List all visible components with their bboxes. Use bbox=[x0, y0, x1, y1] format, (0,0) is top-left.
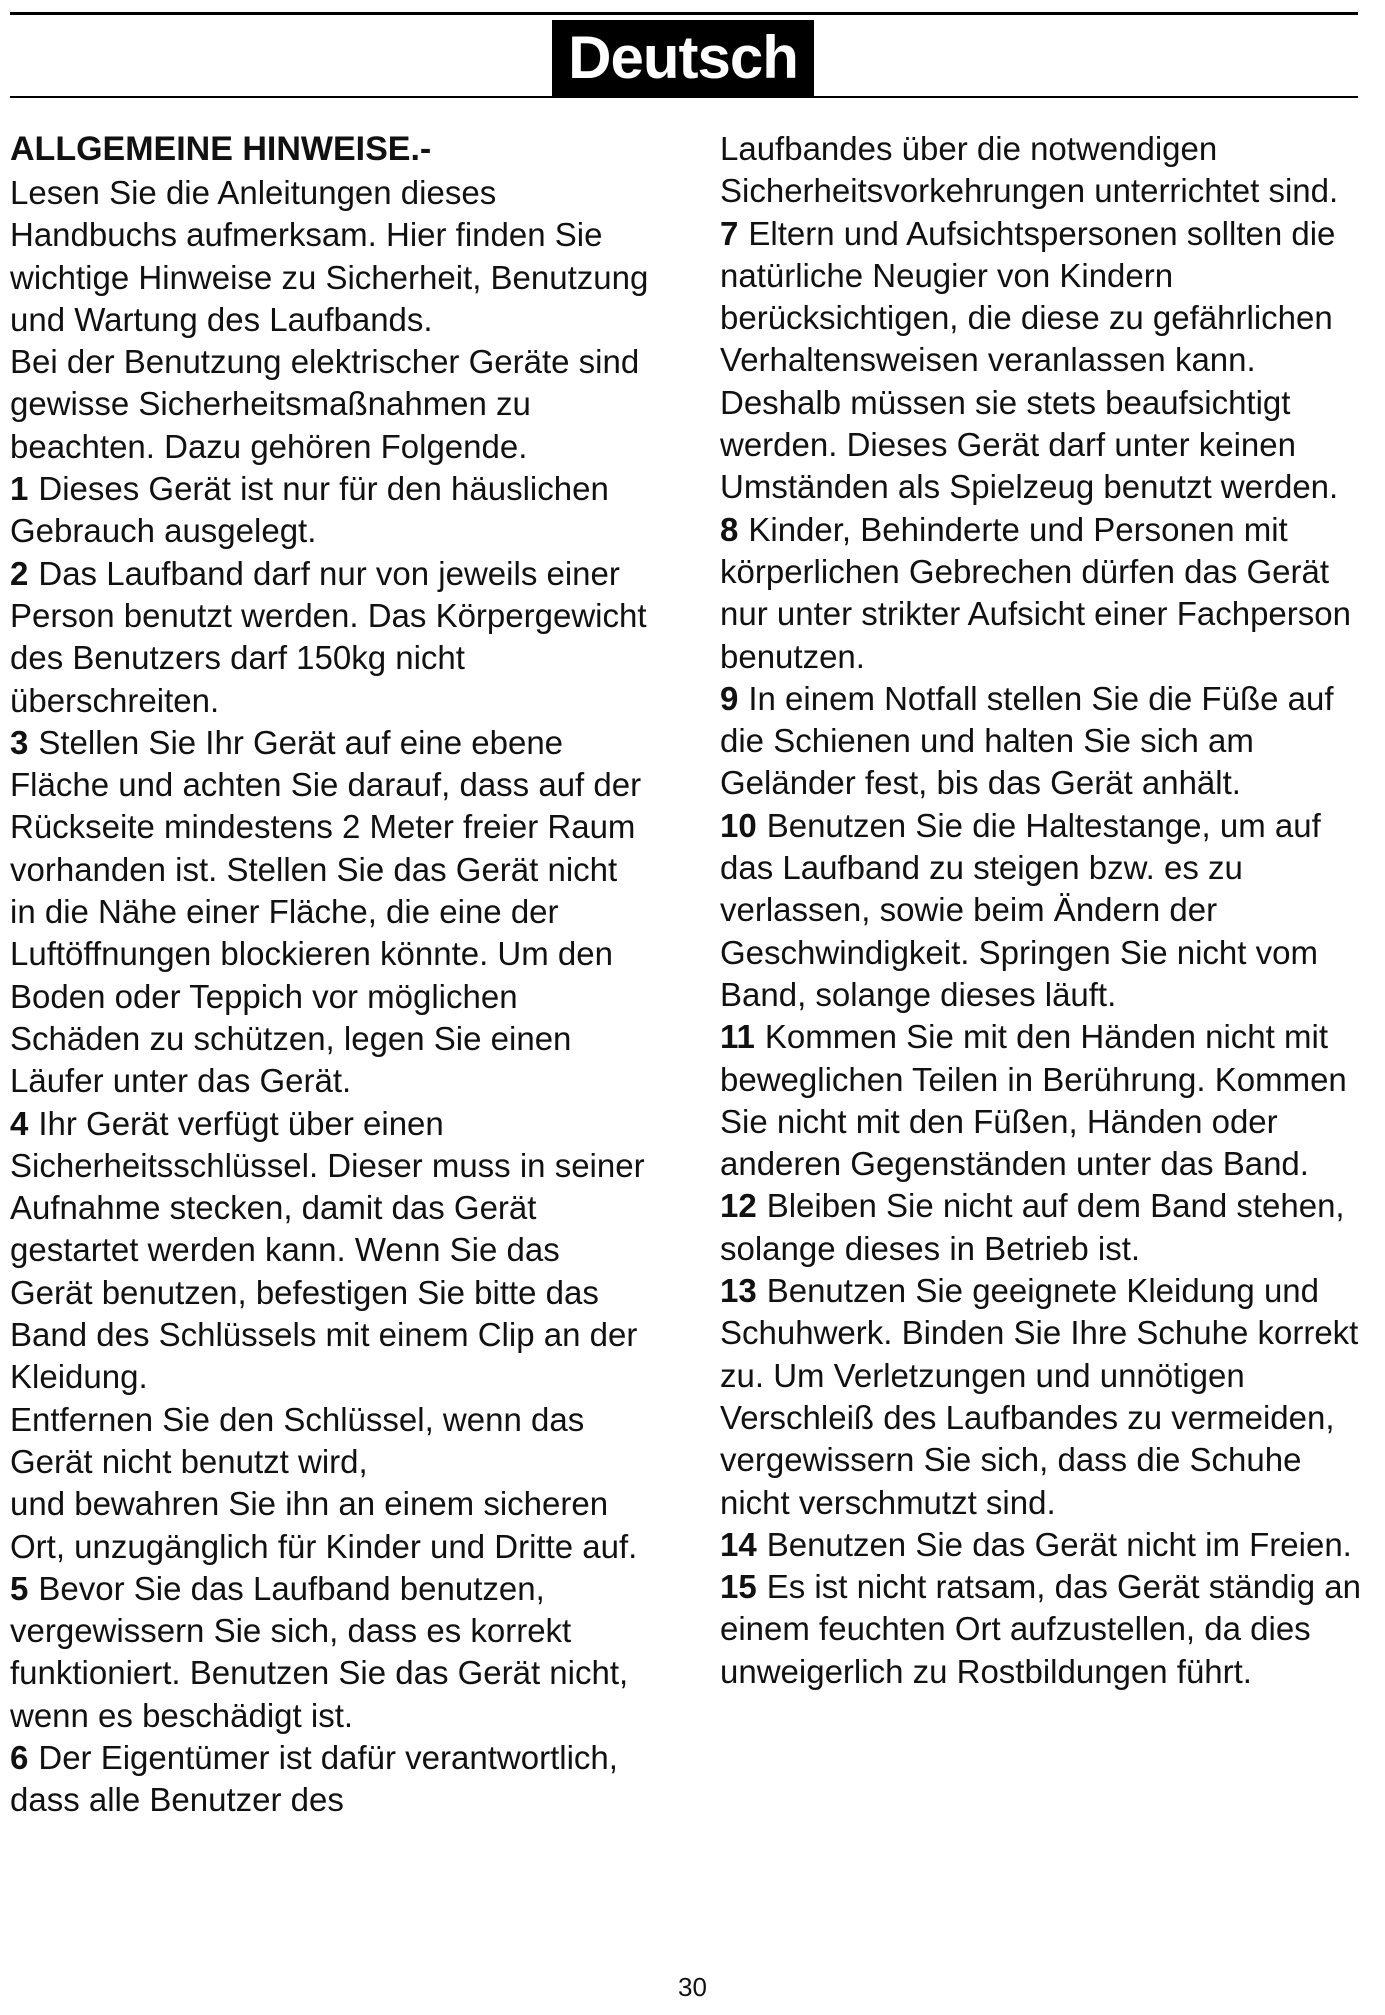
item-number: 10 bbox=[720, 806, 757, 844]
item-number: 5 bbox=[10, 1569, 29, 1607]
list-item-13 bbox=[720, 1270, 1380, 1524]
item-number: 2 bbox=[10, 554, 29, 592]
item-text: Benutzen Sie das Gerät nicht im Freien. bbox=[766, 1525, 1352, 1563]
item-text: Ihr Gerät verfügt über einen Sicherheitsschlüssel. Dieser muss in seiner Aufnahme stecken, damit das Gerät gestartet werden kann. Wenn Sie das Gerät benutzen, befestigen Sie bitte das Band des Schlüssels mit einem Clip an der Kleidung. bbox=[10, 1104, 645, 1396]
list-item-5 bbox=[10, 1568, 650, 1737]
item-text: Das Laufband darf nur von jeweils einer Person benutzt werden. Das Körpergewicht des Benutzers darf 150kg nicht überschreiten. bbox=[10, 554, 647, 719]
item-text: Dieses Gerät ist nur für den häuslichen Gebrauch ausgelegt. bbox=[10, 470, 609, 550]
item-text: Stellen Sie Ihr Gerät auf eine ebene Fläche und achten Sie darauf, dass auf der Rückseite mindestens 2 Meter freier Raum vorhanden ist. Stellen Sie das Gerät nicht in die Nähe einer Fläche, die eine der Luftöffnungen blockieren könnte. Um den Boden oder Teppich vor möglichen Schäden zu schützen, legen Sie einen Läufer unter das Gerät. bbox=[10, 723, 642, 1100]
list-item-15 bbox=[720, 1566, 1380, 1693]
list-item-11 bbox=[720, 1016, 1380, 1185]
item-number: 4 bbox=[10, 1104, 29, 1142]
list-item-12 bbox=[720, 1185, 1380, 1270]
right-column bbox=[720, 128, 1380, 1693]
list-item-10 bbox=[720, 805, 1380, 1016]
item-number: 14 bbox=[720, 1525, 757, 1563]
item-number: 12 bbox=[720, 1187, 757, 1225]
item-number: 1 bbox=[10, 470, 29, 508]
item-text: Der Eigentümer ist dafür verantwortlich, dass alle Benutzer des bbox=[10, 1738, 618, 1819]
item-number: 6 bbox=[10, 1738, 29, 1776]
item-text: Bevor Sie das Laufband benutzen, vergewissern Sie sich, dass es korrekt funktioniert. Benutzen Sie das Gerät nicht, wenn es beschädigt ist. bbox=[10, 1569, 629, 1734]
item-4-note-2: und bewahren Sie ihn an einem sicheren Ort, unzugänglich für Kinder und Dritte auf. bbox=[10, 1485, 638, 1565]
item-number: 8 bbox=[720, 510, 739, 548]
section-heading: ALLGEMEINE HINWEISE.- bbox=[10, 130, 432, 168]
item-number: 11 bbox=[720, 1018, 755, 1056]
intro-paragraph-1: Lesen Sie die Anleitungen dieses Handbuchs aufmerksam. Hier finden Sie wichtige Hinweise zu Sicherheit, Benutzung und Wartung des Laufbands. bbox=[10, 174, 649, 338]
list-item-1 bbox=[10, 468, 650, 553]
list-item-3 bbox=[10, 722, 650, 1103]
item-number: 15 bbox=[720, 1568, 757, 1606]
list-item-2 bbox=[10, 553, 650, 722]
top-rule bbox=[10, 12, 1358, 15]
list-item-4 bbox=[10, 1103, 650, 1399]
item-text: Kommen Sie mit den Händen nicht mit beweglichen Teilen in Berührung. Kommen Sie nicht mit den Füßen, Händen oder anderen Gegenständen unter das Band. bbox=[720, 1018, 1347, 1183]
item-text: Bleiben Sie nicht auf dem Band stehen, solange dieses in Betrieb ist. bbox=[720, 1187, 1345, 1267]
item-text: Eltern und Aufsichtspersonen sollten die natürliche Neugier von Kindern berücksichtigen, die diese zu gefährlichen Verhaltensweisen veranlassen kann. Deshalb müssen sie stets beaufsichtigt werden. Dieses Gerät darf unter keinen Umständen als Spielzeug benutzt werden. bbox=[720, 214, 1339, 506]
left-column bbox=[10, 128, 650, 1822]
list-item-8 bbox=[720, 509, 1380, 678]
item-number: 9 bbox=[720, 679, 739, 717]
item-text: Benutzen Sie die Haltestange, um auf das Laufband zu steigen bzw. es zu verlassen, sowie beim Ändern der Geschwindigkeit. Springen Sie nicht vom Band, solange dieses läuft. bbox=[720, 806, 1321, 1013]
page-number: 30 bbox=[678, 1972, 707, 2002]
item-4-note-1: Entfernen Sie den Schlüssel, wenn das Gerät nicht benutzt wird, bbox=[10, 1400, 585, 1480]
item-text: Es ist nicht ratsam, das Gerät ständig an einem feuchten Ort aufzustellen, da dies unweigerlich zu Rostbildungen führt. bbox=[720, 1568, 1361, 1690]
header-rule bbox=[10, 96, 1358, 98]
list-item-9 bbox=[720, 678, 1380, 805]
list-item-6 bbox=[10, 1737, 650, 1822]
item-text: Kinder, Behinderte und Personen mit körperlichen Gebrechen dürfen das Gerät nur unter strikter Aufsicht einer Fachperson benutzen. bbox=[720, 510, 1351, 675]
list-item-14 bbox=[720, 1524, 1380, 1566]
intro-paragraph-2: Bei der Benutzung elektrischer Geräte sind gewisse Sicherheitsmaßnahmen zu beachten. Dazu gehören Folgende. bbox=[10, 343, 640, 465]
item-text: In einem Notfall stellen Sie die Füße auf die Schienen und halten Sie sich am Geländer fest, bis das Gerät anhält. bbox=[720, 679, 1334, 802]
language-label: Deutsch bbox=[552, 20, 814, 96]
item-text: Benutzen Sie geeignete Kleidung und Schuhwerk. Binden Sie Ihre Schuhe korrekt zu. Um Verletzungen und unnötigen Verschleiß des Laufbandes zu vermeiden, vergewissern Sie sich, dass die Schuhe nicht verschmutzt sind. bbox=[720, 1272, 1359, 1521]
item-number: 13 bbox=[720, 1272, 757, 1310]
list-item-7 bbox=[720, 213, 1380, 509]
item-number: 3 bbox=[10, 723, 29, 761]
item-number: 7 bbox=[720, 214, 739, 252]
item-6-continuation: Laufbandes über die notwendigen Sicherheitsvorkehrungen unterrichtet sind. bbox=[720, 130, 1339, 210]
